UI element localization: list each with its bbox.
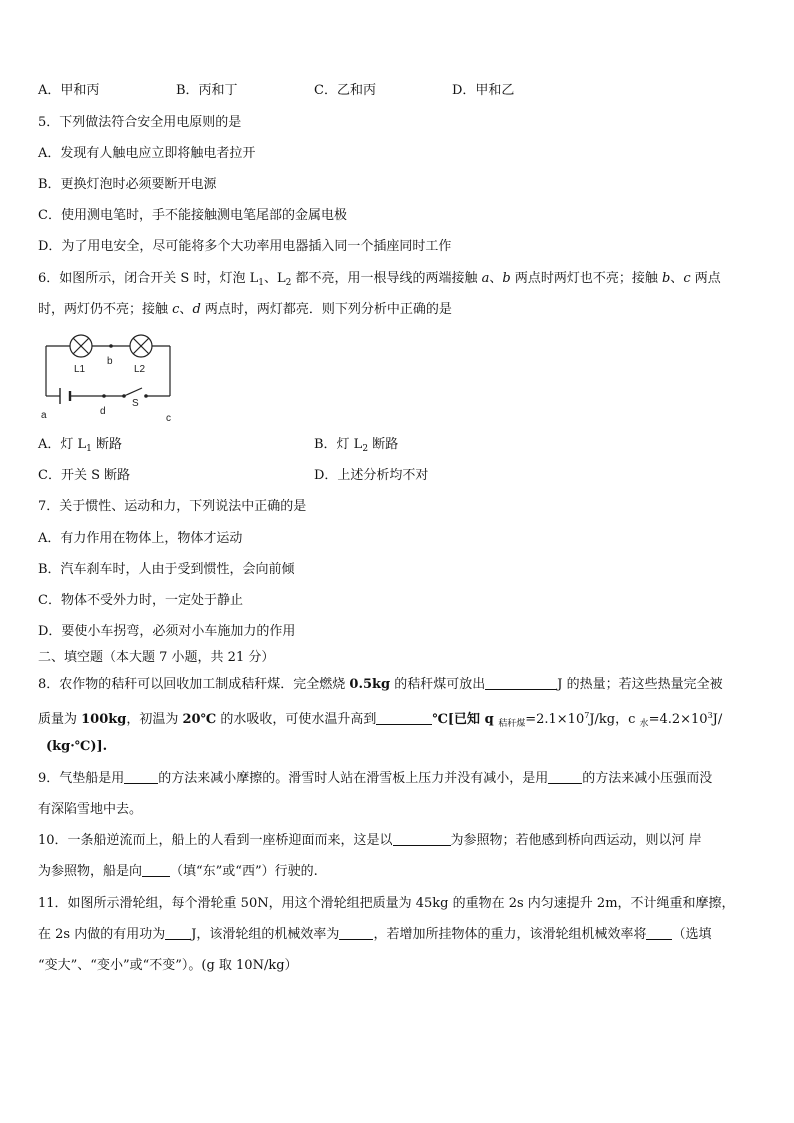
q8-sup: 3 xyxy=(707,711,713,720)
q8-value: 20℃ xyxy=(182,712,217,727)
q6-var: c xyxy=(172,302,180,317)
q8-text: J/kg，c xyxy=(589,712,640,727)
q7-option-b: B．汽车刹车时，人由于受到惯性，会向前倾 xyxy=(38,562,295,577)
q11-blank-1[interactable] xyxy=(165,927,191,940)
label-b: b xyxy=(107,356,113,367)
q6-text: 都不亮，用一根导线的两端接触 xyxy=(291,271,482,286)
q7-option-d: D．要使小车拐弯，必须对小车施加力的作用 xyxy=(38,624,296,639)
section-heading: 二、填空题（本大题 7 小题，共 21 分） xyxy=(38,650,275,665)
q8-sup: 7 xyxy=(584,711,590,720)
q6-option-c: C．开关 S 断路 xyxy=(38,468,131,483)
q6-text: 时，两灯仍不亮；接触 xyxy=(38,302,173,317)
q6-var: b xyxy=(502,271,511,286)
q5-stem: 5．下列做法符合安全用电原则的是 xyxy=(38,115,242,130)
q11-blank-3[interactable] xyxy=(646,927,672,940)
q6-text: 6．如图所示，闭合开关 S 时，灯泡 L xyxy=(38,271,259,286)
label-s: S xyxy=(132,398,139,409)
q8-value: 100kg xyxy=(81,712,127,727)
q5-option-b: B．更换灯泡时必须要断开电源 xyxy=(38,177,217,192)
q10-text: 10．一条船逆流而上，船上的人看到一座桥迎面而来，这是以 xyxy=(38,833,393,848)
q9-blank-2[interactable] xyxy=(548,771,582,784)
q11-line1: 11．如图所示滑轮组，每个滑轮重 50N，用这个滑轮组把质量为 45kg 的重物在 2s 内匀速提升 2m，不计绳重和摩擦， xyxy=(38,896,735,911)
q11-blank-2[interactable] xyxy=(339,927,373,940)
q6-text: 、 xyxy=(179,302,193,317)
q9-text: 的方法来减小摩擦的。滑雪时人站在滑雪板上压力并没有减小，是用 xyxy=(158,771,549,786)
q6-stem-line1 xyxy=(38,270,721,292)
q6-var: a xyxy=(481,271,490,286)
q6-option-b-text: B．灯 L xyxy=(314,437,363,452)
q7-stem: 7．关于惯性、运动和力，下列说法中正确的是 xyxy=(38,499,307,514)
q6-stem-line2 xyxy=(38,301,452,319)
q8-line1 xyxy=(38,676,723,694)
q9-line2: 有深陷雪地中去。 xyxy=(38,802,143,817)
q6-var: d xyxy=(192,302,201,317)
label-a: a xyxy=(41,410,47,421)
q6-option-a-text: A．灯 L xyxy=(38,437,87,452)
q8-text: =2.1×10 xyxy=(525,712,585,727)
q8-blank-2[interactable] xyxy=(376,712,432,725)
q9-blank-1[interactable] xyxy=(124,771,158,784)
q6-sub: 1 xyxy=(258,278,264,288)
q6-text: 两点时，两灯都亮．则下列分析中正确的是 xyxy=(200,302,452,317)
q6-text: 、L xyxy=(263,271,286,286)
q10-text: 为参照物，船是向 xyxy=(38,864,143,879)
circuit-diagram xyxy=(36,330,186,426)
q11-text: J，该滑轮组的机械效率为 xyxy=(191,927,340,942)
q6-option-a-sub: 1 xyxy=(86,444,92,454)
q6-var: b xyxy=(661,271,671,286)
q8-text: 的秸秆煤可放出 xyxy=(390,677,486,692)
q8-sub: 水 xyxy=(639,719,649,729)
q9-text: 的方法来减小压强而没 xyxy=(582,771,713,786)
q11-line2 xyxy=(38,926,711,944)
q4-option-b: B．丙和丁 xyxy=(176,83,238,98)
q4-option-a: A．甲和丙 xyxy=(38,83,100,98)
q11-text: （选填 xyxy=(672,927,712,942)
node-switch-left xyxy=(122,394,126,398)
q6-text: 两点 xyxy=(690,271,721,286)
q6-option-a-post: 断路 xyxy=(91,437,123,452)
q7-option-a: A．有力作用在物体上，物体才运动 xyxy=(38,531,243,546)
q9-line1 xyxy=(38,770,712,788)
node-b xyxy=(109,344,113,348)
q8-text: J/ xyxy=(712,712,723,727)
label-c: c xyxy=(166,413,171,424)
node-switch-right xyxy=(144,394,148,398)
q10-text: （填“东”或“西”）行驶的. xyxy=(170,864,318,879)
q8-line3: (kg·℃)]. xyxy=(46,739,108,754)
q8-text: ，初温为 xyxy=(126,712,183,727)
q6-option-b-sub: 2 xyxy=(362,444,369,454)
q6-text: 、 xyxy=(670,271,684,286)
q6-option-b-post: 断路 xyxy=(368,437,399,452)
q10-blank-1[interactable] xyxy=(393,833,451,846)
q8-value: 0.5kg xyxy=(349,677,391,692)
label-l1: L1 xyxy=(74,364,86,375)
q6-option-d: D．上述分析均不对 xyxy=(314,468,429,483)
q8-text: 8．农作物的秸秆可以回收加工制成秸秆煤．完全燃烧 xyxy=(38,677,350,692)
node-d xyxy=(102,394,106,398)
q11-line3: “变大”、“变小”或“不变”）。(g 取 10N/kg） xyxy=(38,958,298,973)
q6-option-a xyxy=(38,436,122,458)
q10-line2 xyxy=(38,863,318,881)
q4-option-d: D．甲和乙 xyxy=(452,83,515,98)
label-l2: L2 xyxy=(134,364,146,375)
q4-option-c: C．乙和丙 xyxy=(314,83,376,98)
q8-line2 xyxy=(38,707,722,733)
q7-option-c: C．物体不受外力时，一定处于静止 xyxy=(38,593,243,608)
q6-text: 两点时两灯也不亮；接触 xyxy=(510,271,662,286)
q9-text: 9．气垫船是用 xyxy=(38,771,125,786)
label-d: d xyxy=(100,406,106,417)
q8-text: J 的热量；若这些热量完全被 xyxy=(557,677,723,692)
q11-text: 在 2s 内做的有用功为 xyxy=(38,927,166,942)
q5-option-d: D．为了用电安全，尽可能将多个大功率用电器插入同一个插座同时工作 xyxy=(38,239,452,254)
q10-text: 为参照物；若他感到桥向西运动，则以河 岸 xyxy=(450,833,702,848)
q6-var: c xyxy=(683,271,691,286)
q5-option-c: C．使用测电笔时，手不能接触测电笔尾部的金属电极 xyxy=(38,208,347,223)
q8-text: 质量为 xyxy=(38,712,82,727)
q8-text: ℃[已知 q xyxy=(432,712,499,727)
q8-text: 的水吸收，可使水温升高到 xyxy=(216,712,377,727)
q10-line1 xyxy=(38,832,702,850)
q6-text: 、 xyxy=(489,271,503,286)
q6-sub: 2 xyxy=(285,278,292,288)
q8-text: =4.2×10 xyxy=(648,712,708,727)
q8-blank-1[interactable] xyxy=(485,677,557,690)
q8-sub: 秸秆煤 xyxy=(498,719,526,729)
q10-blank-2[interactable] xyxy=(142,864,170,877)
switch-icon xyxy=(124,388,142,396)
q11-text: ，若增加所挂物体的重力，该滑轮组机械效率将 xyxy=(373,927,647,942)
q5-option-a: A．发现有人触电应立即将触电者拉开 xyxy=(38,146,256,161)
q6-option-b xyxy=(314,436,398,458)
